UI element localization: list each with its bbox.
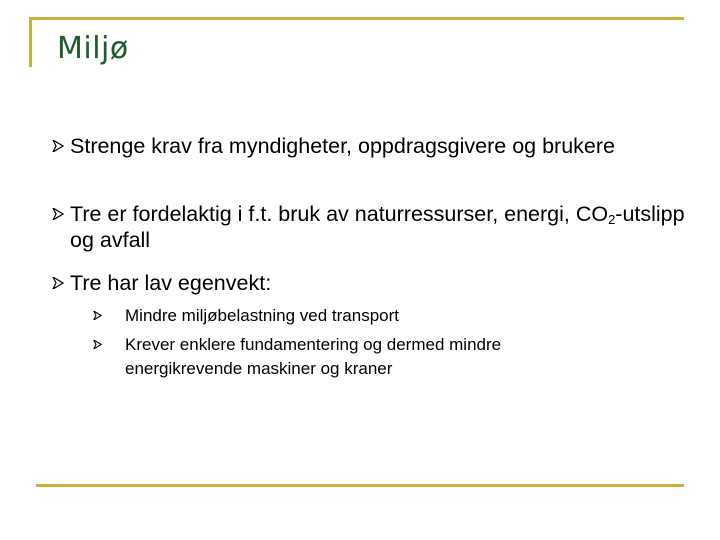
bullet-item bbox=[70, 201, 690, 253]
sub-bullet-text: Krever enklere fundamentering og dermed mindre energikrevende maskiner og kraner bbox=[125, 335, 502, 378]
left-rule bbox=[29, 17, 32, 67]
arrowhead-bullet-icon bbox=[93, 311, 102, 320]
bullet-item bbox=[70, 270, 690, 296]
subscript-text: 2 bbox=[608, 212, 616, 227]
bullet-text: Tre er fordelaktig i f.t. bruk av naturressurser, energi, CO bbox=[70, 202, 609, 226]
arrowhead-bullet-icon bbox=[52, 140, 64, 152]
bottom-rule bbox=[36, 484, 684, 487]
top-rule bbox=[29, 17, 684, 20]
arrowhead-bullet-icon bbox=[52, 277, 64, 289]
arrowhead-bullet-icon bbox=[93, 340, 102, 349]
sub-bullet-text: Mindre miljøbelastning ved transport bbox=[125, 306, 400, 325]
sub-bullet-item bbox=[125, 333, 595, 381]
bullet-text-continued: -utslipp og avfall bbox=[70, 202, 685, 252]
sub-bullet-item bbox=[125, 304, 595, 328]
bullet-text: Strenge krav fra myndigheter, oppdragsgivere og brukere bbox=[70, 134, 615, 158]
arrowhead-bullet-icon bbox=[52, 208, 64, 220]
bullet-item bbox=[70, 133, 690, 159]
slide-title: Miljø bbox=[57, 31, 129, 66]
bullet-text: Tre har lav egenvekt: bbox=[70, 271, 272, 295]
